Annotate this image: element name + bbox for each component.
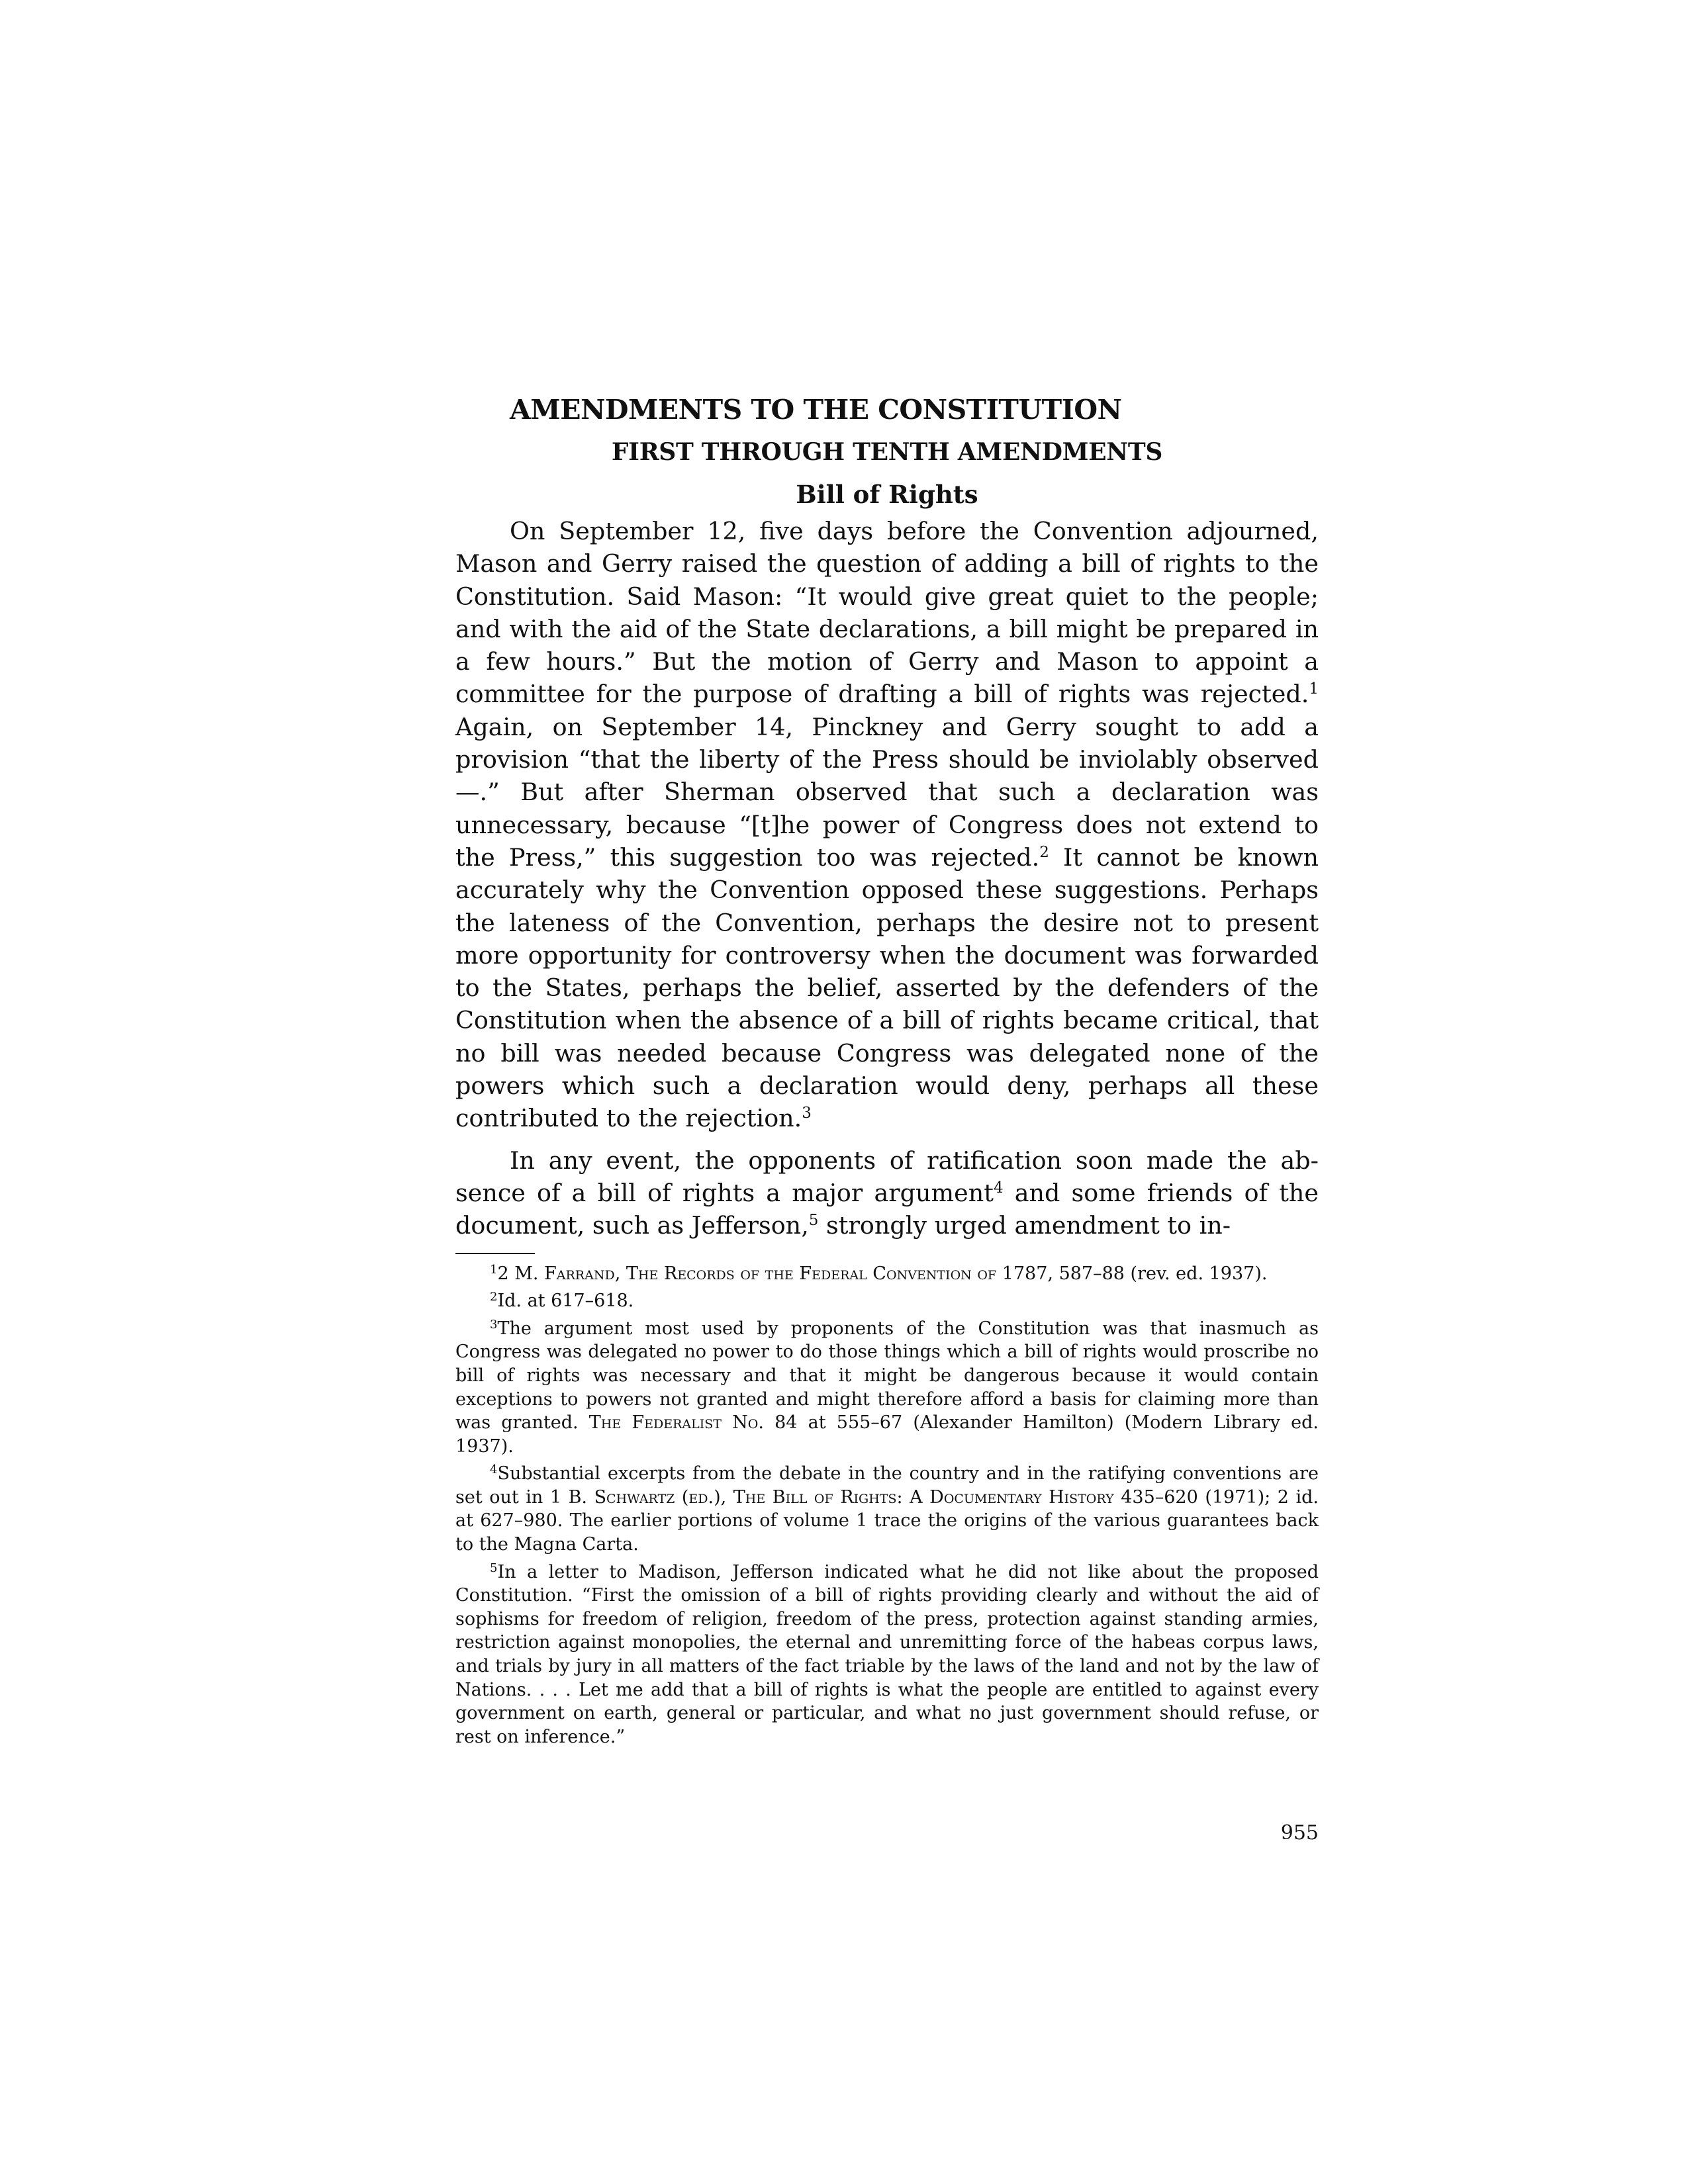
footnote-4 xyxy=(455,1462,1319,1556)
footnote-5 xyxy=(455,1561,1319,1749)
page-number: 955 xyxy=(1280,1821,1319,1844)
paragraph-text: In any event, the opponents of ratification soon made the absence of a bill of rights a major argument xyxy=(455,1146,1319,1207)
footnote-text: 1787, 587–88 (rev. ed. 1937). xyxy=(996,1263,1268,1284)
footnote-number: 2 xyxy=(490,1290,498,1304)
footnote-author: Schwartz (ed.) xyxy=(594,1486,721,1508)
footnote-text: In a letter to Madison, Jefferson indicated what he did not like about the proposed Constitution. “First the omission of a bill of rights providing clearly and without the aid of sophisms for freedom of religion, freedom of the press, protection against standing armies, restriction against monopolies, the eternal and unremitting force of the habeas corpus laws, and trials by jury in all matters of the fact triable by the laws of the land and not by the law of Nations. . . . Let me add that a bill of rights is what the people are entitled to against every government on earth, general or particular, and what no just government should refuse, or rest on inference.” xyxy=(455,1561,1319,1747)
footnote-2 xyxy=(455,1289,1319,1313)
paragraph-text: It cannot be known accurately why the Convention opposed these suggestions. Perhaps the lateness of the Convention, perhaps the desire not to present more opportunity for controversy when the document was forwarded to the States, perhaps the belief, asserted by the defenders of the Constitution when the absence of a bill of rights became critical, that no bill was needed because Congress was delegated none of the powers which such a declaration would deny, perhaps all these contributed to the rejection. xyxy=(455,842,1319,1133)
page-title: AMENDMENTS TO THE CONSTITUTION xyxy=(510,394,1122,426)
footnote-work-title: The Federalist No. xyxy=(588,1412,764,1433)
footnote-work-title: The Records of the Federal Convention of xyxy=(626,1263,997,1284)
paragraph-text: On September 12, five days before the Convention adjourned, Mason and Gerry raised the question of adding a bill of rights to the Constitution. Said Mason: “It would give great quiet to the people; and with the aid of the State declarations, a bill might be prepared in a few hours.” But the motion of Gerry and Mason to appoint a committee for the purpose of drafting a bill of rights was rejected. xyxy=(455,517,1319,709)
footnote-1 xyxy=(455,1262,1319,1286)
paragraph-text: strongly urged amendment to in- xyxy=(818,1211,1231,1240)
section-heading: Bill of Rights xyxy=(796,480,978,509)
document-page xyxy=(455,389,1319,1749)
footnote-text: , xyxy=(720,1486,733,1508)
body-paragraph-2 xyxy=(455,1144,1319,1242)
paragraph-text: and some friends of the document, such as Jefferson, xyxy=(455,1178,1319,1240)
footnote-text: The argument most used by proponents of the Constitution was that inasmuch as Congress was delegated no power to do those things which a bill of rights would proscribe no bill of rights was necessary and that it might be dangerous because it would contain exceptions to powers not granted and might therefore afford a basis for claiming more than was granted. xyxy=(455,1318,1319,1433)
footnote-ref-2: 2 xyxy=(1039,843,1049,861)
footnote-3 xyxy=(455,1317,1319,1459)
footnote-author: Farrand xyxy=(544,1263,615,1284)
footnote-text: , xyxy=(614,1263,626,1284)
footnotes xyxy=(455,1262,1319,1749)
footnote-text: Id. at 617–618. xyxy=(497,1291,634,1312)
footnote-number: 5 xyxy=(490,1561,498,1575)
footnote-work-title: The Bill of Rights: A Documentary History xyxy=(733,1486,1114,1508)
footnote-ref-1: 1 xyxy=(1309,680,1319,698)
footnote-text: Substantial excerpts from the debate in the country and in the ratifying conventions are set out in 1 B. xyxy=(455,1463,1319,1508)
footnote-text: 435–620 (1971); 2 id. at 627–980. The earlier portions of volume 1 trace the origins of the various guarantees back to the Magna Carta. xyxy=(455,1486,1319,1555)
footnote-divider xyxy=(455,1253,535,1254)
subtitle: FIRST THROUGH TENTH AMENDMENTS xyxy=(611,438,1163,466)
paragraph-text: Again, on September 14, Pinckney and Gerry sought to add a provision “that the liberty of the Press should be inviolably observed—.” But after Sherman observed that such a declaration was unnecessary, because “[t]he power of Congress does not extend to the Press,” this suggestion too was rejected. xyxy=(455,712,1319,872)
footnote-number: 1 xyxy=(490,1262,498,1277)
footnote-ref-4: 4 xyxy=(993,1179,1004,1197)
body-paragraph-1 xyxy=(455,515,1319,1135)
footnote-number: 3 xyxy=(490,1317,498,1332)
footnote-text: 84 at 555–67 (Alexander Hamilton) (Modern Library ed. 1937). xyxy=(455,1412,1319,1457)
footnote-ref-5: 5 xyxy=(808,1212,819,1230)
footnote-text: 2 M. xyxy=(497,1263,545,1284)
footnote-ref-3: 3 xyxy=(802,1105,812,1122)
footnote-number: 4 xyxy=(490,1463,498,1477)
